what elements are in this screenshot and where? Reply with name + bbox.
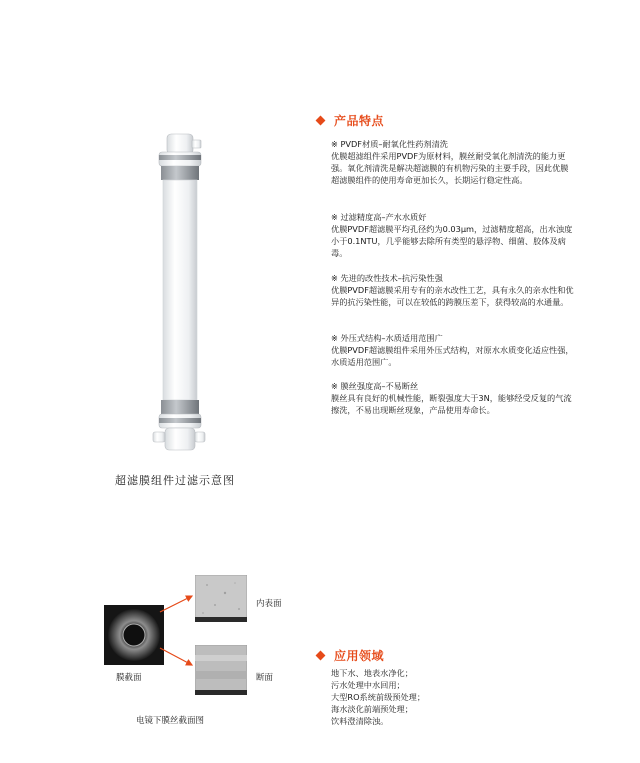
feature-title: ※ 过滤精度高–产水水质好 — [331, 212, 427, 222]
applications-list — [331, 667, 425, 727]
feature-body: 膜丝具有良好的机械性能，断裂强度大于3N，能够经受反复的气流擦洗，不易出现断丝现象，产品使用寿命长。 — [331, 393, 572, 415]
list-item: 地下水、地表水净化； — [331, 668, 413, 678]
list-item: 海水淡化前端预处理； — [331, 704, 413, 714]
feature-title: ※ 先进的改性技术–抗污染性强 — [331, 273, 443, 283]
applications-section-header — [317, 647, 384, 664]
micrograph-caption: 电镜下膜丝截面图 — [136, 716, 205, 726]
diamond-bullet-icon — [316, 651, 326, 661]
feature-body: 优膜超滤组件采用PVDF为原材料，膜丝耐受氧化剂清洗的能力更强。氧化剂清洗是解决超滤膜的有机物污染的主要手段，因此优膜超滤膜组件的使用寿命更加长久，长期运行稳定性高。 — [331, 151, 569, 185]
module-caption: 超滤膜组件过滤示意图 — [115, 474, 235, 487]
feature-title: ※ PVDF材质–耐氧化性药剂清洗 — [331, 139, 448, 149]
feature-title: ※ 膜丝强度高–不易断丝 — [331, 381, 419, 391]
cross-section-label: 断面 — [256, 673, 274, 683]
arrow-to-cross-section-icon — [160, 648, 192, 665]
feature-body: 优膜PVDF超滤膜采用专有的亲水改性工艺，具有永久的亲水性和优异的抗污染性能，可以在较低的跨膜压差下，获得较高的水通量。 — [331, 285, 574, 307]
list-item: 污水处理中水回用； — [331, 680, 405, 690]
feature-title: ※ 外压式结构–水质适用范围广 — [331, 333, 443, 343]
inner-surface-label: 内表面 — [256, 599, 282, 609]
membrane-section-label: 膜截面 — [116, 673, 142, 683]
feature-body: 优膜PVDF超滤膜平均孔径约为0.03μm，过滤精度超高，出水浊度小于0.1NTU，几乎能够去除所有类型的悬浮物、细菌、胶体及病毒。 — [331, 224, 573, 258]
applications-title: 应用领域 — [334, 649, 385, 663]
list-item: 大型RO系统前级预处理； — [331, 692, 426, 702]
list-item: 饮料澄清除浊。 — [331, 716, 389, 726]
arrow-to-inner-surface-icon — [160, 596, 192, 612]
feature-body: 优膜PVDF超滤膜组件采用外压式结构，对原水水质变化适应性强，水质适用范围广。 — [331, 345, 574, 367]
features-title: 产品特点 — [334, 114, 385, 128]
